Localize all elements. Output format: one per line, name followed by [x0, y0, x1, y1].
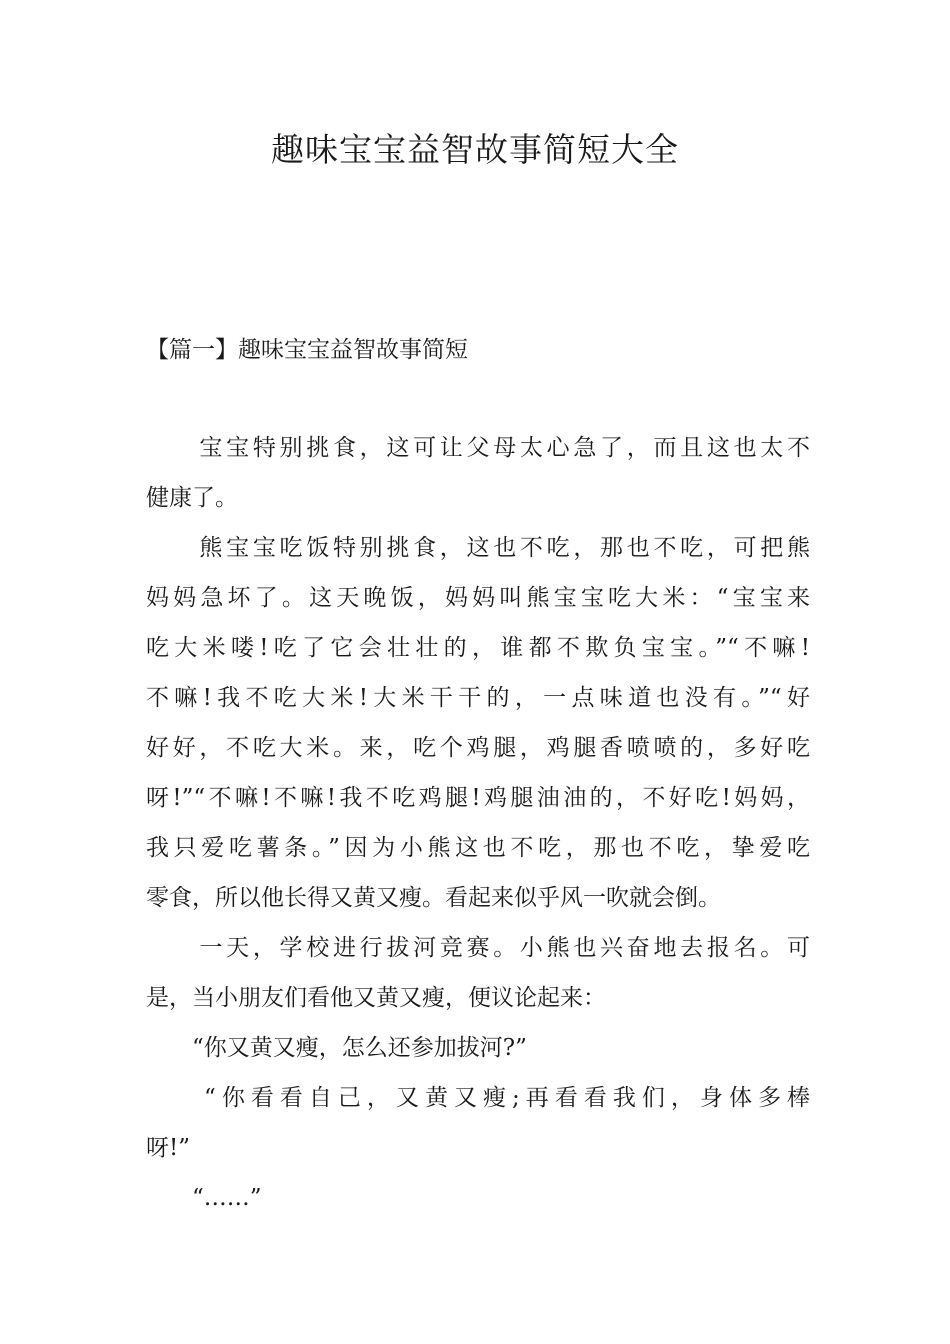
- paragraph-line: 宝宝特别挑食，这可让父母太心急了，而且这也太不: [146, 435, 810, 461]
- paragraph-line: “你又黄又瘦，怎么还参加拔河?”: [146, 1035, 527, 1061]
- paragraph-line: 一天，学校进行拔河竞赛。小熊也兴奋地去报名。可: [146, 935, 810, 961]
- paragraph-line: “……”: [146, 1185, 262, 1211]
- paragraph-line: 我只爱吃薯条。”因为小熊这也不吃，那也不吃，挚爱吃: [146, 835, 810, 861]
- paragraph-line: 不嘛!我不吃大米!大米干干的，一点味道也没有。”“好: [146, 685, 810, 711]
- document-title: 趣味宝宝益智故事简短大全: [271, 130, 679, 169]
- paragraph-line: 呀!”: [146, 1135, 191, 1161]
- paragraph-line: 零食，所以他长得又黄又瘦。看起来似乎风一吹就会倒。: [146, 885, 721, 911]
- section-heading: 【篇一】趣味宝宝益智故事简短: [146, 337, 468, 363]
- paragraph-line: 是，当小朋友们看他又黄又瘦，便议论起来：: [146, 985, 606, 1011]
- paragraph-line: 妈妈急坏了。这天晚饭，妈妈叫熊宝宝吃大米：“宝宝来: [146, 585, 810, 611]
- paragraph-line: 熊宝宝吃饭特别挑食，这也不吃，那也不吃，可把熊: [146, 535, 810, 561]
- paragraph-line: “你看看自己，又黄又瘦;再看看我们，身体多棒: [146, 1085, 810, 1111]
- paragraph-line: 好好，不吃大米。来，吃个鸡腿，鸡腿香喷喷的，多好吃: [146, 735, 810, 761]
- paragraph-line: 吃大米喽!吃了它会壮壮的，谁都不欺负宝宝。”“不嘛!: [146, 635, 810, 661]
- paragraph-line: 健康了。: [146, 485, 238, 511]
- paragraph-line: 呀!”“不嘛!不嘛!我不吃鸡腿!鸡腿油油的，不好吃!妈妈，: [146, 785, 810, 811]
